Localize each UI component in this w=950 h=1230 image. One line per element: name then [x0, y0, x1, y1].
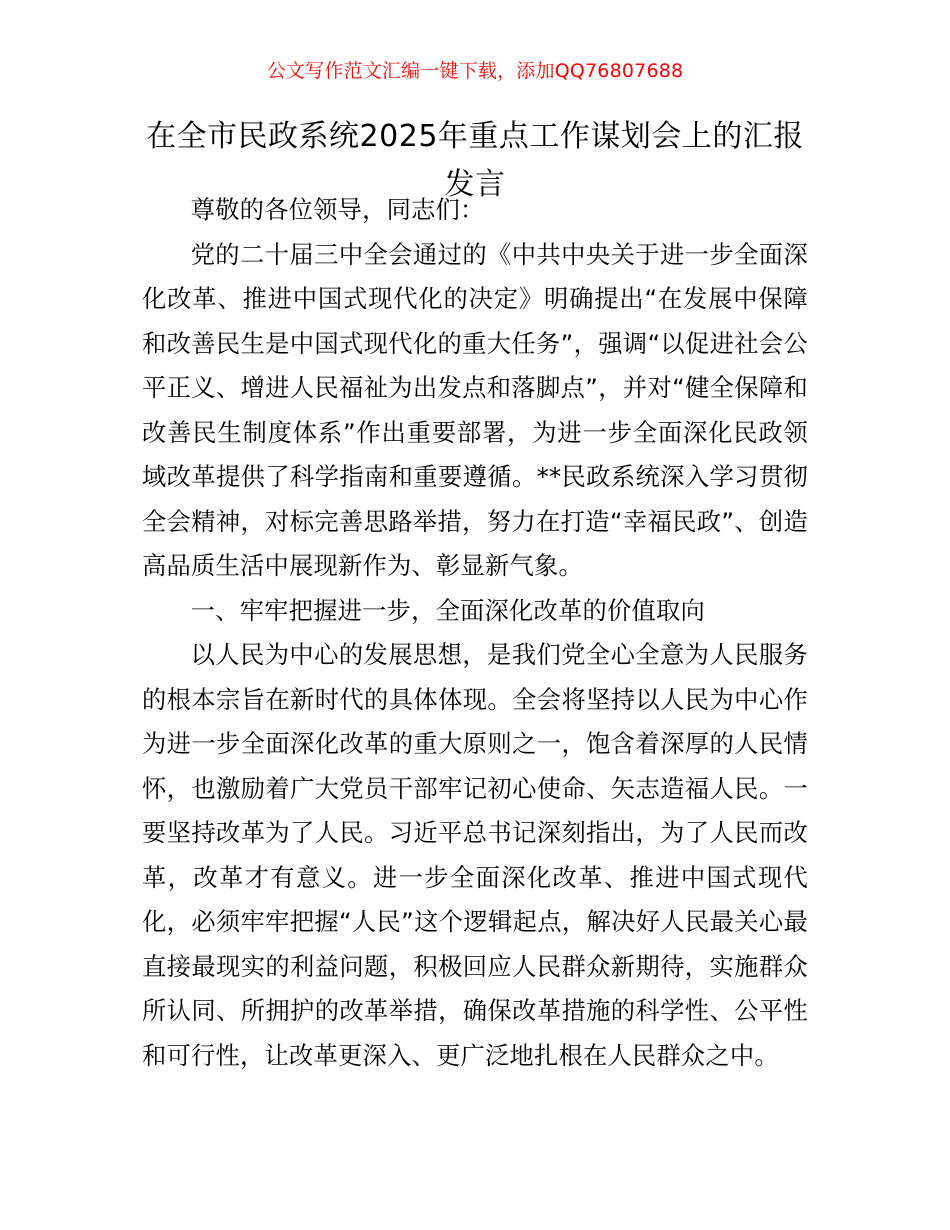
document-title: 在全市民政系统2025年重点工作谋划会上的汇报发言 [146, 119, 804, 202]
section-heading-1: 一、牢牢把握进一步，全面深化改革的价值取向 [190, 595, 706, 625]
document-body [142, 188, 808, 1078]
salutation: 尊敬的各位领导，同志们： [190, 195, 485, 224]
paragraph-intro: 党的二十届三中全会通过的《中共中央关于进一步全面深化改革、推进中国式现代化的决定》明确提出“在发展中保障和改善民生是中国式现代化的重大任务”，强调“以促进社会公平正义、增进人民福祉为出发点和落脚点”，并对“健全保障和改善民生制度体系”作出重要部署，为进一步全面深化民政领域改革提供了科学指南和重要遵循。**民政系统深入学习贯彻全会精神，对标完善思路举措，努力在打造“幸福民政”、创造高品质生活中展现新作为、彰显新气象。 [142, 239, 808, 580]
download-banner: 公文写作范文汇编一键下载，添加QQ76807688 [266, 60, 684, 82]
paragraph-section-1: 以人民为中心的发展思想，是我们党全心全意为人民服务的根本宗旨在新时代的具体体现。全会将坚持以人民为中心作为进一步全面深化改革的重大原则之一，饱含着深厚的人民情怀，也激励着广大党员干部牢记初心使命、矢志造福人民。一要坚持改革为了人民。习近平总书记深刻指出，为了人民而改革，改革才有意义。进一步全面深化改革、推进中国式现代化，必须牢牢把握“人民”这个逻辑起点，解决好人民最关心最直接最现实的利益问题，积极回应人民群众新期待，实施群众所认同、所拥护的改革举措，确保改革措施的科学性、公平性和可行性，让改革更深入、更广泛地扎根在人民群众之中。 [142, 640, 808, 1070]
